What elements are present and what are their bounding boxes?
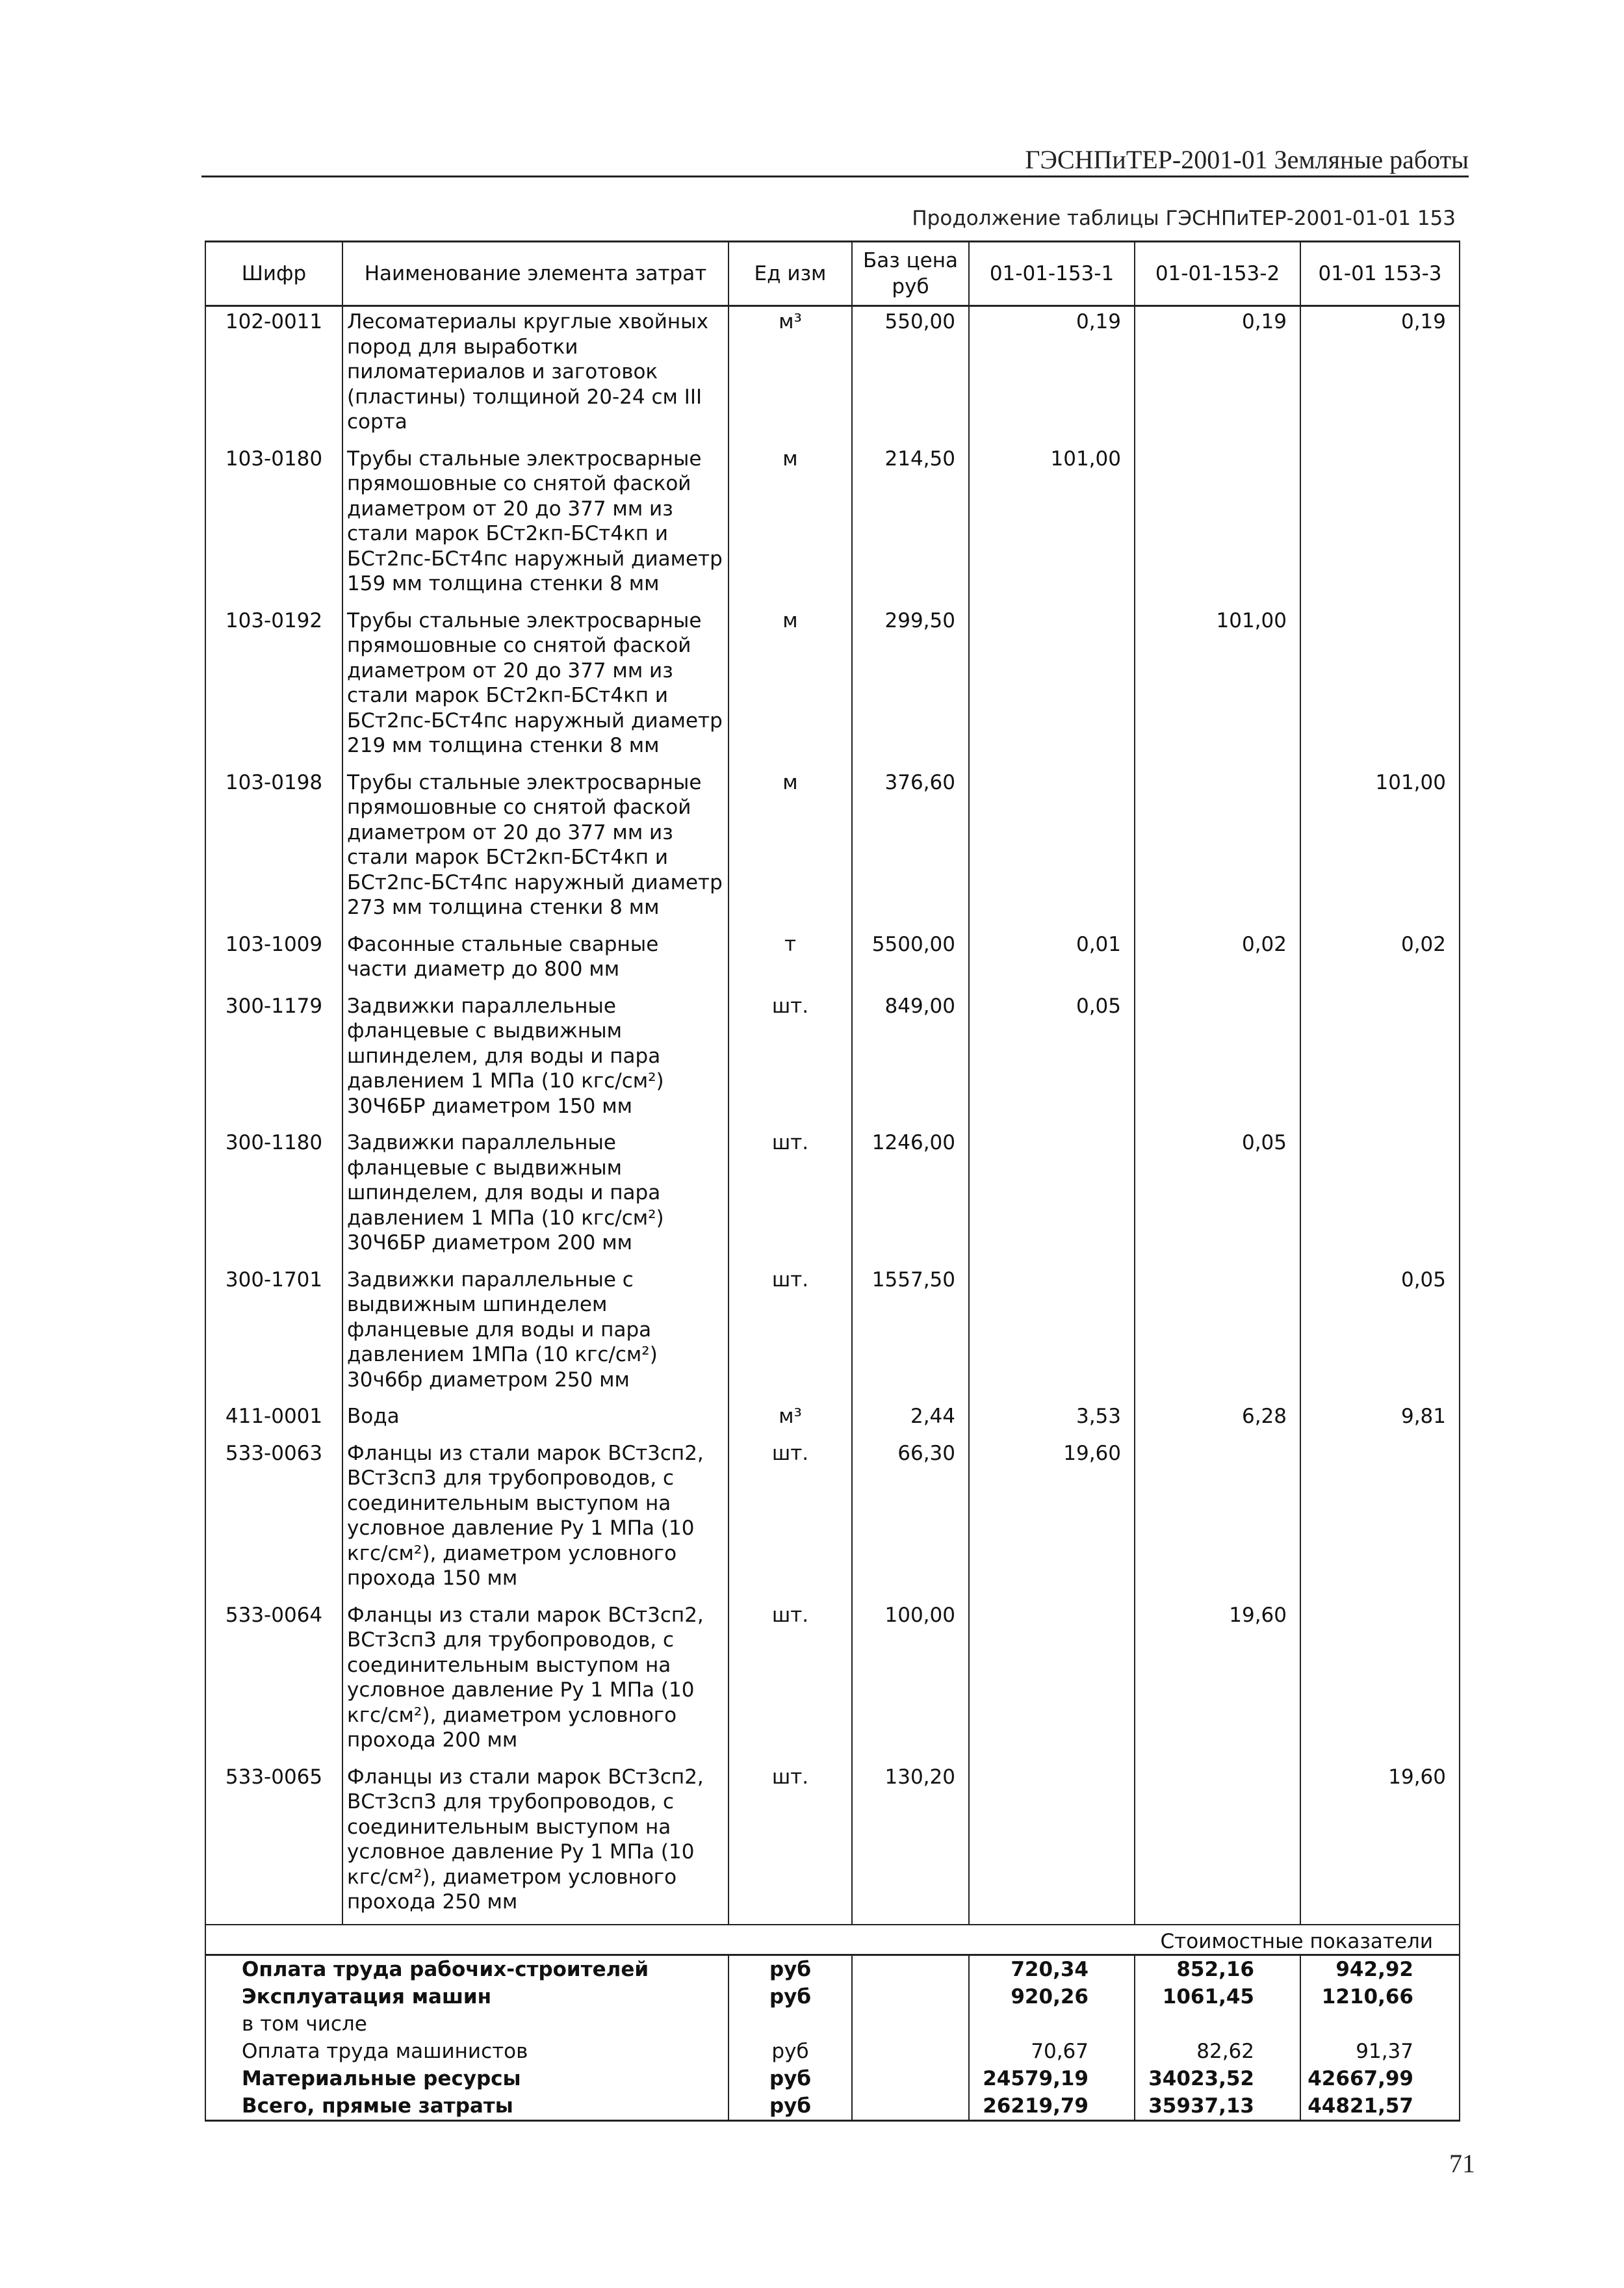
cost-unit-cell: руб xyxy=(728,2065,852,2092)
cost-unit-cell: руб xyxy=(728,2038,852,2065)
resource-name-cell: Фланцы из стали марок ВСт3сп2, ВСт3сп3 для трубопроводов, с соединительным выступом на условное давление Ру 1 МПа (10 кгс/см²), диаметром условного прохода 250 мм xyxy=(342,1762,728,1925)
table-row xyxy=(205,1762,1460,1925)
column-header-code: Шифр xyxy=(205,242,342,306)
table-row xyxy=(205,1438,1460,1600)
cost-value-153-1-cell: 70,67 xyxy=(969,2038,1135,2065)
cost-empty-price-cell xyxy=(852,1983,969,2010)
norm-153-1-cell: 0,01 xyxy=(969,930,1135,991)
cost-label-cell: Оплата труда машинистов xyxy=(205,2038,728,2065)
norm-153-2-cell: 19,60 xyxy=(1135,1600,1300,1762)
norm-153-3-cell xyxy=(1300,991,1460,1128)
unit-cell: м³ xyxy=(728,1401,852,1438)
table-row xyxy=(205,768,1460,930)
resource-code-cell: 533-0063 xyxy=(205,1438,342,1600)
norm-153-1-cell: 0,19 xyxy=(969,306,1135,444)
table-row xyxy=(205,306,1460,444)
base-price-cell: 100,00 xyxy=(852,1600,969,1762)
table-row xyxy=(205,606,1460,768)
table-header xyxy=(205,242,1460,306)
resources-table xyxy=(205,240,1460,2122)
norm-153-1-cell xyxy=(969,1265,1135,1402)
cost-value-153-1-cell xyxy=(969,2010,1135,2038)
cost-value-153-3-cell: 44821,57 xyxy=(1300,2092,1460,2121)
cost-value-153-3-cell xyxy=(1300,2010,1460,2038)
norm-153-3-cell: 9,81 xyxy=(1300,1401,1460,1438)
cost-unit-cell xyxy=(728,2010,852,2038)
resource-code-cell: 300-1701 xyxy=(205,1265,342,1402)
cost-unit-cell: руб xyxy=(728,1983,852,2010)
cost-unit-cell: руб xyxy=(728,2092,852,2121)
resource-name-cell: Фланцы из стали марок ВСт3сп2, ВСт3сп3 для трубопроводов, с соединительным выступом на условное давление Ру 1 МПа (10 кгс/см²), диаметром условного прохода 150 мм xyxy=(342,1438,728,1600)
resource-code-cell: 103-1009 xyxy=(205,930,342,991)
cost-row xyxy=(205,2010,1460,2038)
norm-153-2-cell: 0,05 xyxy=(1135,1128,1300,1265)
resource-code-cell: 411-0001 xyxy=(205,1401,342,1438)
table-caption: Продолжение таблицы ГЭСНПиТЕР-2001-01-01 153 xyxy=(912,207,1456,230)
norm-153-3-cell xyxy=(1300,1600,1460,1762)
resource-code-cell: 300-1180 xyxy=(205,1128,342,1265)
norm-153-1-cell: 3,53 xyxy=(969,1401,1135,1438)
resource-code-cell: 533-0065 xyxy=(205,1762,342,1925)
base-price-cell: 299,50 xyxy=(852,606,969,768)
unit-cell: шт. xyxy=(728,1762,852,1925)
resource-name-cell: Трубы стальные электросварные прямошовные со снятой фаской диаметром от 20 до 377 мм из стали марок БСт2кп-БСт4кп и БСт2пс-БСт4пс наружный диаметр 159 мм толщина стенки 8 мм xyxy=(342,444,728,606)
norm-153-2-cell xyxy=(1135,768,1300,930)
norm-153-1-cell xyxy=(969,606,1135,768)
table-row xyxy=(205,1265,1460,1402)
resource-code-cell: 533-0064 xyxy=(205,1600,342,1762)
table-row xyxy=(205,1128,1460,1265)
cost-row xyxy=(205,2065,1460,2092)
cost-label-cell: Всего, прямые затраты xyxy=(205,2092,728,2121)
cost-value-153-2-cell: 82,62 xyxy=(1135,2038,1300,2065)
column-header-153-2: 01-01-153-2 xyxy=(1135,242,1300,306)
resource-code-cell: 300-1179 xyxy=(205,991,342,1128)
resource-name-cell: Задвижки параллельные фланцевые с выдвижным шпинделем, для воды и пара давлением 1 МПа (10 кгс/см²) 30Ч6БР диаметром 200 мм xyxy=(342,1128,728,1265)
base-price-cell: 550,00 xyxy=(852,306,969,444)
cost-row xyxy=(205,1955,1460,1984)
norm-153-1-cell xyxy=(969,1762,1135,1925)
resource-name-cell: Лесоматериалы круглые хвойных пород для выработки пиломатериалов и заготовок (пластины) толщиной 20-24 см III сорта xyxy=(342,306,728,444)
cost-section-header-row xyxy=(205,1925,1460,1955)
unit-cell: м³ xyxy=(728,306,852,444)
cost-value-153-1-cell: 24579,19 xyxy=(969,2065,1135,2092)
cost-row xyxy=(205,2092,1460,2121)
base-price-cell: 130,20 xyxy=(852,1762,969,1925)
base-price-cell: 376,60 xyxy=(852,768,969,930)
unit-cell: шт. xyxy=(728,1128,852,1265)
norm-153-2-cell xyxy=(1135,1762,1300,1925)
resource-name-cell: Трубы стальные электросварные прямошовные со снятой фаской диаметром от 20 до 377 мм из стали марок БСт2кп-БСт4кп и БСт2пс-БСт4пс наружный диаметр 219 мм толщина стенки 8 мм xyxy=(342,606,728,768)
norm-153-2-cell: 0,02 xyxy=(1135,930,1300,991)
cost-value-153-3-cell: 942,92 xyxy=(1300,1955,1460,1984)
running-header xyxy=(201,144,1469,177)
norm-153-3-cell xyxy=(1300,444,1460,606)
norm-153-1-cell: 19,60 xyxy=(969,1438,1135,1600)
norm-153-1-cell: 0,05 xyxy=(969,991,1135,1128)
norm-153-2-cell: 6,28 xyxy=(1135,1401,1300,1438)
norm-153-2-cell xyxy=(1135,1265,1300,1402)
resource-name-cell: Фасонные стальные сварные части диаметр до 800 мм xyxy=(342,930,728,991)
norm-153-2-cell: 0,19 xyxy=(1135,306,1300,444)
resources-table-container xyxy=(205,240,1459,2122)
unit-cell: м xyxy=(728,768,852,930)
norm-153-1-cell xyxy=(969,768,1135,930)
page-number: 71 xyxy=(1449,2149,1475,2178)
column-header-unit: Ед изм xyxy=(728,242,852,306)
norm-153-2-cell xyxy=(1135,1438,1300,1600)
unit-cell: шт. xyxy=(728,991,852,1128)
table-header-row xyxy=(205,242,1460,306)
unit-cell: м xyxy=(728,444,852,606)
base-price-cell: 214,50 xyxy=(852,444,969,606)
base-price-cell: 1557,50 xyxy=(852,1265,969,1402)
cost-empty-price-cell xyxy=(852,2092,969,2121)
base-price-cell: 5500,00 xyxy=(852,930,969,991)
resource-code-cell: 103-0180 xyxy=(205,444,342,606)
cost-value-153-2-cell xyxy=(1135,2010,1300,2038)
cost-row xyxy=(205,2038,1460,2065)
cost-label-cell: Эксплуатация машин xyxy=(205,1983,728,2010)
table-row xyxy=(205,1401,1460,1438)
cost-unit-cell: руб xyxy=(728,1955,852,1984)
cost-value-153-1-cell: 920,26 xyxy=(969,1983,1135,2010)
unit-cell: т xyxy=(728,930,852,991)
norm-153-2-cell xyxy=(1135,991,1300,1128)
cost-value-153-2-cell: 1061,45 xyxy=(1135,1983,1300,2010)
column-header-153-1: 01-01-153-1 xyxy=(969,242,1135,306)
column-header-price: Баз цена руб xyxy=(852,242,969,306)
column-header-153-3: 01-01 153-3 xyxy=(1300,242,1460,306)
norm-153-3-cell xyxy=(1300,606,1460,768)
resource-name-cell: Вода xyxy=(342,1401,728,1438)
column-header-name: Наименование элемента затрат xyxy=(342,242,728,306)
cost-empty-price-cell xyxy=(852,1955,969,1984)
unit-cell: шт. xyxy=(728,1265,852,1402)
cost-label-cell: Оплата труда рабочих-строителей xyxy=(205,1955,728,1984)
norm-153-2-cell xyxy=(1135,444,1300,606)
unit-cell: м xyxy=(728,606,852,768)
table-row xyxy=(205,444,1460,606)
table-row xyxy=(205,930,1460,991)
base-price-cell: 849,00 xyxy=(852,991,969,1128)
norm-153-1-cell xyxy=(969,1128,1135,1265)
cost-empty-price-cell xyxy=(852,2038,969,2065)
norm-153-3-cell: 0,05 xyxy=(1300,1265,1460,1402)
table-row xyxy=(205,1600,1460,1762)
resource-name-cell: Задвижки параллельные с выдвижным шпинделем фланцевые для воды и пара давлением 1МПа (10 кгс/см²) 30ч6бр диаметром 250 мм xyxy=(342,1265,728,1402)
unit-cell: шт. xyxy=(728,1438,852,1600)
cost-value-153-3-cell: 42667,99 xyxy=(1300,2065,1460,2092)
cost-row xyxy=(205,1983,1460,2010)
norm-153-3-cell: 0,19 xyxy=(1300,306,1460,444)
cost-value-153-3-cell: 91,37 xyxy=(1300,2038,1460,2065)
norm-153-2-cell: 101,00 xyxy=(1135,606,1300,768)
running-header-title: ГЭСНПиТЕР-2001-01 Земляные работы xyxy=(1025,145,1469,174)
unit-cell: шт. xyxy=(728,1600,852,1762)
norm-153-3-cell: 101,00 xyxy=(1300,768,1460,930)
cost-section xyxy=(205,1925,1460,2121)
cost-section-title: Стоимостные показатели xyxy=(205,1925,1460,1955)
resource-code-cell: 103-0198 xyxy=(205,768,342,930)
cost-label-cell: в том числе xyxy=(205,2010,728,2038)
norm-153-3-cell: 19,60 xyxy=(1300,1762,1460,1925)
table-row xyxy=(205,991,1460,1128)
cost-label-cell: Материальные ресурсы xyxy=(205,2065,728,2092)
norm-153-3-cell xyxy=(1300,1128,1460,1265)
norm-153-3-cell: 0,02 xyxy=(1300,930,1460,991)
cost-value-153-1-cell: 720,34 xyxy=(969,1955,1135,1984)
table-body xyxy=(205,306,1460,1925)
base-price-cell: 1246,00 xyxy=(852,1128,969,1265)
cost-value-153-2-cell: 852,16 xyxy=(1135,1955,1300,1984)
resource-code-cell: 102-0011 xyxy=(205,306,342,444)
cost-empty-price-cell xyxy=(852,2065,969,2092)
resource-name-cell: Задвижки параллельные фланцевые с выдвижным шпинделем, для воды и пара давлением 1 МПа (10 кгс/см²) 30Ч6БР диаметром 150 мм xyxy=(342,991,728,1128)
norm-153-1-cell xyxy=(969,1600,1135,1762)
norm-153-1-cell: 101,00 xyxy=(969,444,1135,606)
cost-value-153-2-cell: 35937,13 xyxy=(1135,2092,1300,2121)
cost-value-153-1-cell: 26219,79 xyxy=(969,2092,1135,2121)
cost-value-153-2-cell: 34023,52 xyxy=(1135,2065,1300,2092)
base-price-cell: 2,44 xyxy=(852,1401,969,1438)
resource-code-cell: 103-0192 xyxy=(205,606,342,768)
cost-value-153-3-cell: 1210,66 xyxy=(1300,1983,1460,2010)
resource-name-cell: Фланцы из стали марок ВСт3сп2, ВСт3сп3 для трубопроводов, с соединительным выступом на условное давление Ру 1 МПа (10 кгс/см²), диаметром условного прохода 200 мм xyxy=(342,1600,728,1762)
norm-153-3-cell xyxy=(1300,1438,1460,1600)
base-price-cell: 66,30 xyxy=(852,1438,969,1600)
resource-name-cell: Трубы стальные электросварные прямошовные со снятой фаской диаметром от 20 до 377 мм из стали марок БСт2кп-БСт4кп и БСт2пс-БСт4пс наружный диаметр 273 мм толщина стенки 8 мм xyxy=(342,768,728,930)
cost-empty-price-cell xyxy=(852,2010,969,2038)
